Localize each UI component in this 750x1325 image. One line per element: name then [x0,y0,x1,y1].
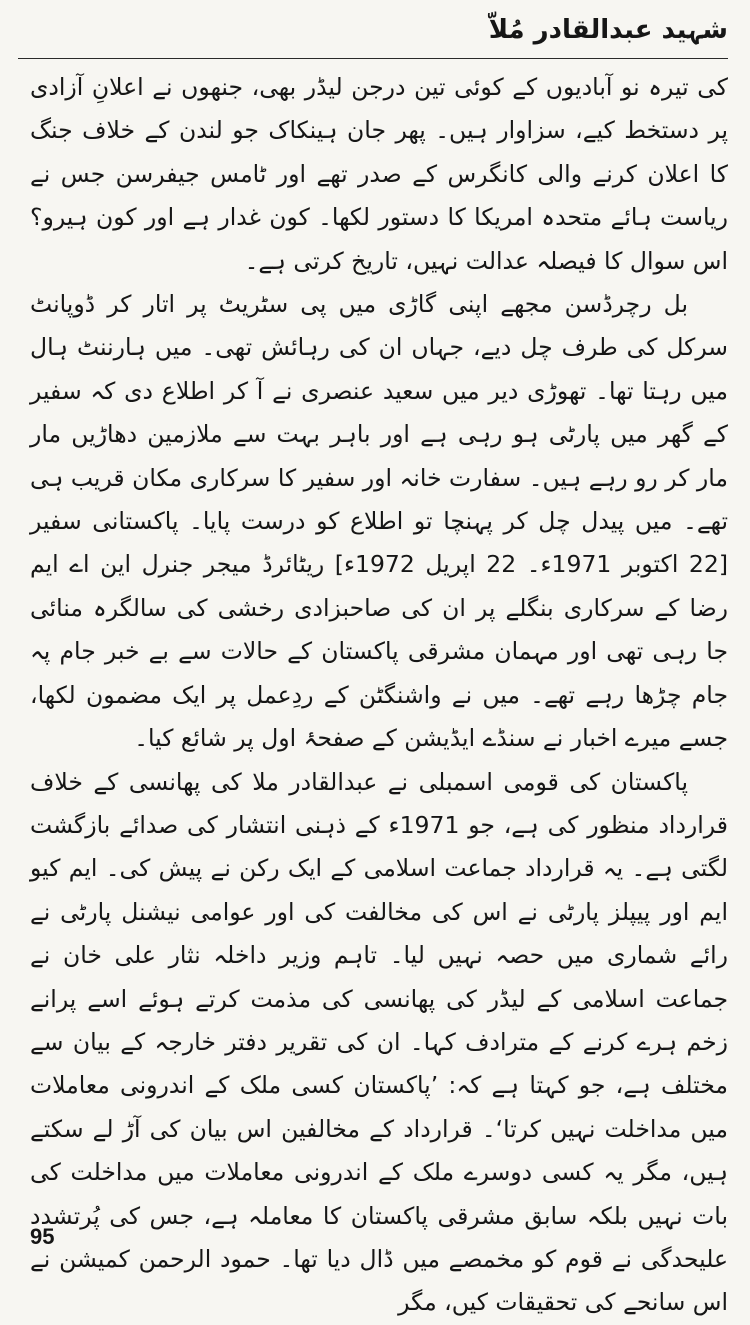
body-text [30,66,728,1325]
paragraph: بل رچرڈسن مجھے اپنی گاڑی میں پی سٹریٹ پر اتار کر ڈوپانٹ سرکل کی طرف چل دیے، جہاں ان کی رہائش تھی۔ میں ہارننٹ ہال میں رہتا تھا۔ تھوڑی دیر میں سعید عنصری نے آ کر اطلاع دی کہ سفیر کے گھر میں پارٹی ہو رہی ہے اور باہر بہت سے ملازمین دھاڑیں مار مار کر رو رہے ہیں۔ سفارت خانہ اور سفیر کا سرکاری مکان قریب ہی تھے۔ میں پیدل چل کر پہنچا تو اطلاع کو درست پایا۔ پاکستانی سفیر [22 اکتوبر 1971ء۔ 22 اپریل 1972ء] ریٹائرڈ میجر جنرل این اے ایم رضا کے سرکاری بنگلے پر ان کی صاحبزادی رخشی کی سالگرہ منائی جا رہی تھی اور مہمان مشرقی پاکستان کے حالات سے بے خبر جام پہ جام چڑھا رہے تھے۔ میں نے واشنگٹن کے ردِعمل پر ایک مضمون لکھا، جسے میرے اخبار نے سنڈے ایڈیشن کے صفحۂ اول پر شائع کیا۔ [30,290,728,753]
running-head [18,8,728,59]
paragraph-continued: کی تیرہ نو آبادیوں کے کوئی تین درجن لیڈر بھی، جنھوں نے اعلانِ آزادی پر دستخط کیے، سزاوار ہیں۔ پھر جان ہینکاک جو لندن کے خلاف جنگ کا اعلان کرنے والی کانگرس کے صدر تھے اور ٹامس جیفرسن جس نے ریاست ہائے متحدہ امریکا کا دستور لکھا۔ کون غدار ہے اور کون ہیرو؟ اس سوال کا فیصلہ عدالت نہیں، تاریخ کرتی ہے۔ [30,73,728,275]
running-head-title: شہید عبدالقادر مُلاّ [488,15,728,45]
page-number: 95 [30,1224,55,1249]
paragraph: پاکستان کی قومی اسمبلی نے عبدالقادر ملا کی پھانسی کے خلاف قرارداد منظور کی ہے، جو 1971ء کے ذہنی انتشار کی صدائے بازگشت لگتی ہے۔ یہ قرارداد جماعت اسلامی کے ایک رکن نے پیش کی۔ ایم کیو ایم اور پیپلز پارٹی نے اس کی مخالفت کی اور عوامی نیشنل پارٹی نے رائے شماری میں حصہ نہیں لیا۔ تاہم وزیر داخلہ نثار علی خان نے جماعت اسلامی کے لیڈر کی پھانسی کی مذمت کرتے ہوئے اسے پرانے زخم ہرے کرنے کے مترادف کہا۔ ان کی تقریر دفتر خارجہ کے بیان سے مختلف ہے، جو کہتا ہے کہ: ’پاکستان کسی ملک کے اندرونی معاملات میں مداخلت نہیں کرتا‘۔ قرارداد کے مخالفین اس بیان کی آڑ لے سکتے ہیں، مگر یہ کسی دوسرے ملک کے اندرونی معاملات میں مداخلت کی بات نہیں بلکہ سابق مشرقی پاکستان کا معاملہ ہے، جس کی پُرتشدد علیحدگی نے قوم کو مخمصے میں ڈال دیا تھا۔ حمود الرحمن کمیشن نے اس سانحے کی تحقیقات کیں، مگر [30,767,728,1317]
